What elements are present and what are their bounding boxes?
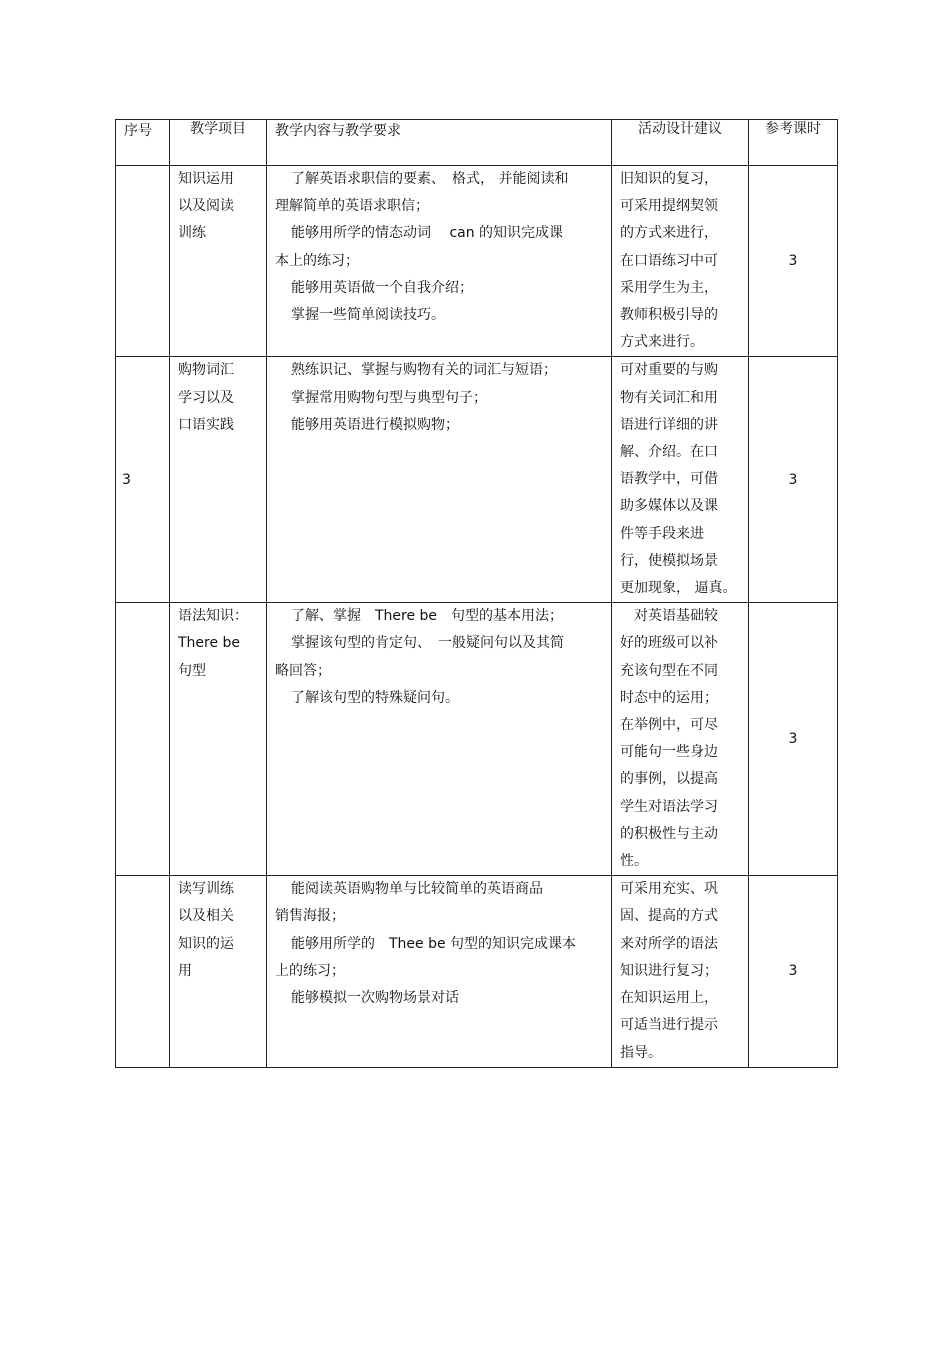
- header-suggestion: 活动设计建议: [612, 120, 749, 166]
- syllabus-table: [115, 119, 838, 1068]
- table-row: [116, 876, 838, 1067]
- row-suggestion: [612, 166, 749, 357]
- suggestion-line: 语教学中，可借: [620, 471, 718, 488]
- item-line: 语法知识：: [178, 608, 248, 625]
- suggestion-line: 旧知识的复习，: [620, 171, 718, 187]
- row-hours: 3: [749, 876, 838, 1067]
- row-item: [170, 876, 267, 1067]
- suggestion-line: 学生对语法学习: [620, 798, 718, 815]
- item-line: 训练: [178, 225, 206, 242]
- row-content: [267, 357, 612, 603]
- row-suggestion: [612, 876, 749, 1067]
- suggestion-line: 可采用充实、巩: [620, 881, 718, 898]
- item-line: 口语实践: [178, 416, 234, 433]
- suggestion-line: 对英语基础较: [620, 608, 718, 625]
- content-line: 了解该句型的特殊疑问句。: [291, 689, 459, 706]
- header-seq: 序号: [116, 120, 170, 166]
- content-line: 能够用英语进行模拟购物；: [291, 416, 459, 433]
- row-content: [267, 876, 612, 1067]
- row-hours: 3: [749, 166, 838, 357]
- suggestion-line: 充该句型在不同: [620, 662, 718, 679]
- suggestion-line: 好的班级可以补: [620, 635, 718, 652]
- header-hours: 参考课时: [749, 120, 838, 166]
- suggestion-line: 指导。: [620, 1044, 662, 1061]
- item-line: 句型: [178, 662, 206, 679]
- content-line: 能阅读英语购物单与比较简单的英语商品: [291, 881, 543, 898]
- row-item: [170, 603, 267, 876]
- item-line: 知识的运: [178, 935, 234, 952]
- content-line: 掌握一些简单阅读技巧。: [291, 307, 445, 324]
- suggestion-line: 行，使模拟场景: [620, 552, 718, 569]
- header-item: 教学项目: [170, 120, 267, 166]
- item-line: 用: [178, 962, 192, 979]
- content-line: 能够模拟一次购物场景对话: [291, 990, 459, 1007]
- suggestion-line: 的积极性与主动: [620, 825, 718, 842]
- suggestion-line: 方式来进行。: [620, 334, 704, 351]
- content-line: 能够用所学的 Thee be 句型的知识完成课本: [291, 935, 577, 952]
- item-line: 知识运用: [178, 171, 234, 187]
- suggestion-line: 可适当进行提示: [620, 1017, 718, 1034]
- content-line: 掌握该句型的肯定句、 一般疑问句以及其简: [291, 635, 564, 652]
- suggestion-line: 可能句一些身边: [620, 744, 718, 761]
- row-item: [170, 357, 267, 603]
- suggestion-line: 采用学生为主，: [620, 279, 718, 296]
- content-line: 本上的练习；: [275, 252, 359, 269]
- row-suggestion: [612, 357, 749, 603]
- row-suggestion: [612, 603, 749, 876]
- suggestion-line: 更加现象， 逼真。: [620, 580, 737, 597]
- suggestion-line: 知识进行复习；: [620, 962, 718, 979]
- content-line: 能够用英语做一个自我介绍；: [291, 279, 473, 296]
- content-line: 熟练识记、掌握与购物有关的词汇与短语；: [291, 362, 557, 379]
- suggestion-line: 来对所学的语法: [620, 935, 718, 952]
- item-line: There be: [178, 635, 241, 652]
- suggestion-line: 在举例中，可尽: [620, 717, 718, 734]
- row-seq: [116, 876, 170, 1067]
- suggestion-line: 物有关词汇和用: [620, 389, 718, 406]
- row-content: [267, 603, 612, 876]
- content-line: 了解、掌握 There be 句型的基本用法；: [291, 608, 564, 625]
- suggestion-line: 可采用提纲契领: [620, 198, 718, 215]
- table-row: [116, 603, 838, 876]
- suggestion-line: 时态中的运用；: [620, 689, 718, 706]
- row-seq: [116, 166, 170, 357]
- row-content: [267, 166, 612, 357]
- header-row: [116, 120, 838, 166]
- content-line: 上的练习；: [275, 962, 345, 979]
- content-line: 掌握常用购物句型与典型句子；: [291, 389, 487, 406]
- content-line: 略回答；: [275, 662, 331, 679]
- suggestion-line: 固、提高的方式: [620, 908, 718, 925]
- suggestion-line: 语进行详细的讲: [620, 416, 718, 433]
- item-line: 购物词汇: [178, 362, 234, 379]
- item-line: 以及相关: [178, 908, 234, 925]
- suggestion-line: 的事例，以提高: [620, 771, 718, 788]
- suggestion-line: 性。: [620, 853, 648, 870]
- row-item: [170, 166, 267, 357]
- row-hours: 3: [749, 357, 838, 603]
- item-line: 以及阅读: [178, 198, 234, 215]
- content-line: 理解简单的英语求职信；: [275, 198, 429, 215]
- item-line: 读写训练: [178, 881, 234, 898]
- header-content: 教学内容与教学要求: [267, 120, 612, 166]
- suggestion-line: 件等手段来进: [620, 525, 704, 542]
- content-line: 了解英语求职信的要素、 格式， 并能阅读和: [291, 171, 569, 187]
- suggestion-line: 在知识运用上，: [620, 990, 718, 1007]
- table-row: [116, 166, 838, 357]
- item-line: 学习以及: [178, 389, 234, 406]
- content-line: 能够用所学的情态动词 can 的知识完成课: [291, 225, 564, 242]
- row-hours: 3: [749, 603, 838, 876]
- suggestion-line: 助多媒体以及课: [620, 498, 718, 515]
- content-line: 销售海报；: [275, 908, 345, 925]
- suggestion-line: 解、介绍。在口: [620, 444, 718, 461]
- suggestion-line: 的方式来进行，: [620, 225, 718, 242]
- table-row: [116, 357, 838, 603]
- suggestion-line: 教师积极引导的: [620, 307, 718, 324]
- row-seq: 3: [116, 357, 170, 603]
- suggestion-line: 可对重要的与购: [620, 362, 718, 379]
- suggestion-line: 在口语练习中可: [620, 252, 718, 269]
- row-seq: [116, 603, 170, 876]
